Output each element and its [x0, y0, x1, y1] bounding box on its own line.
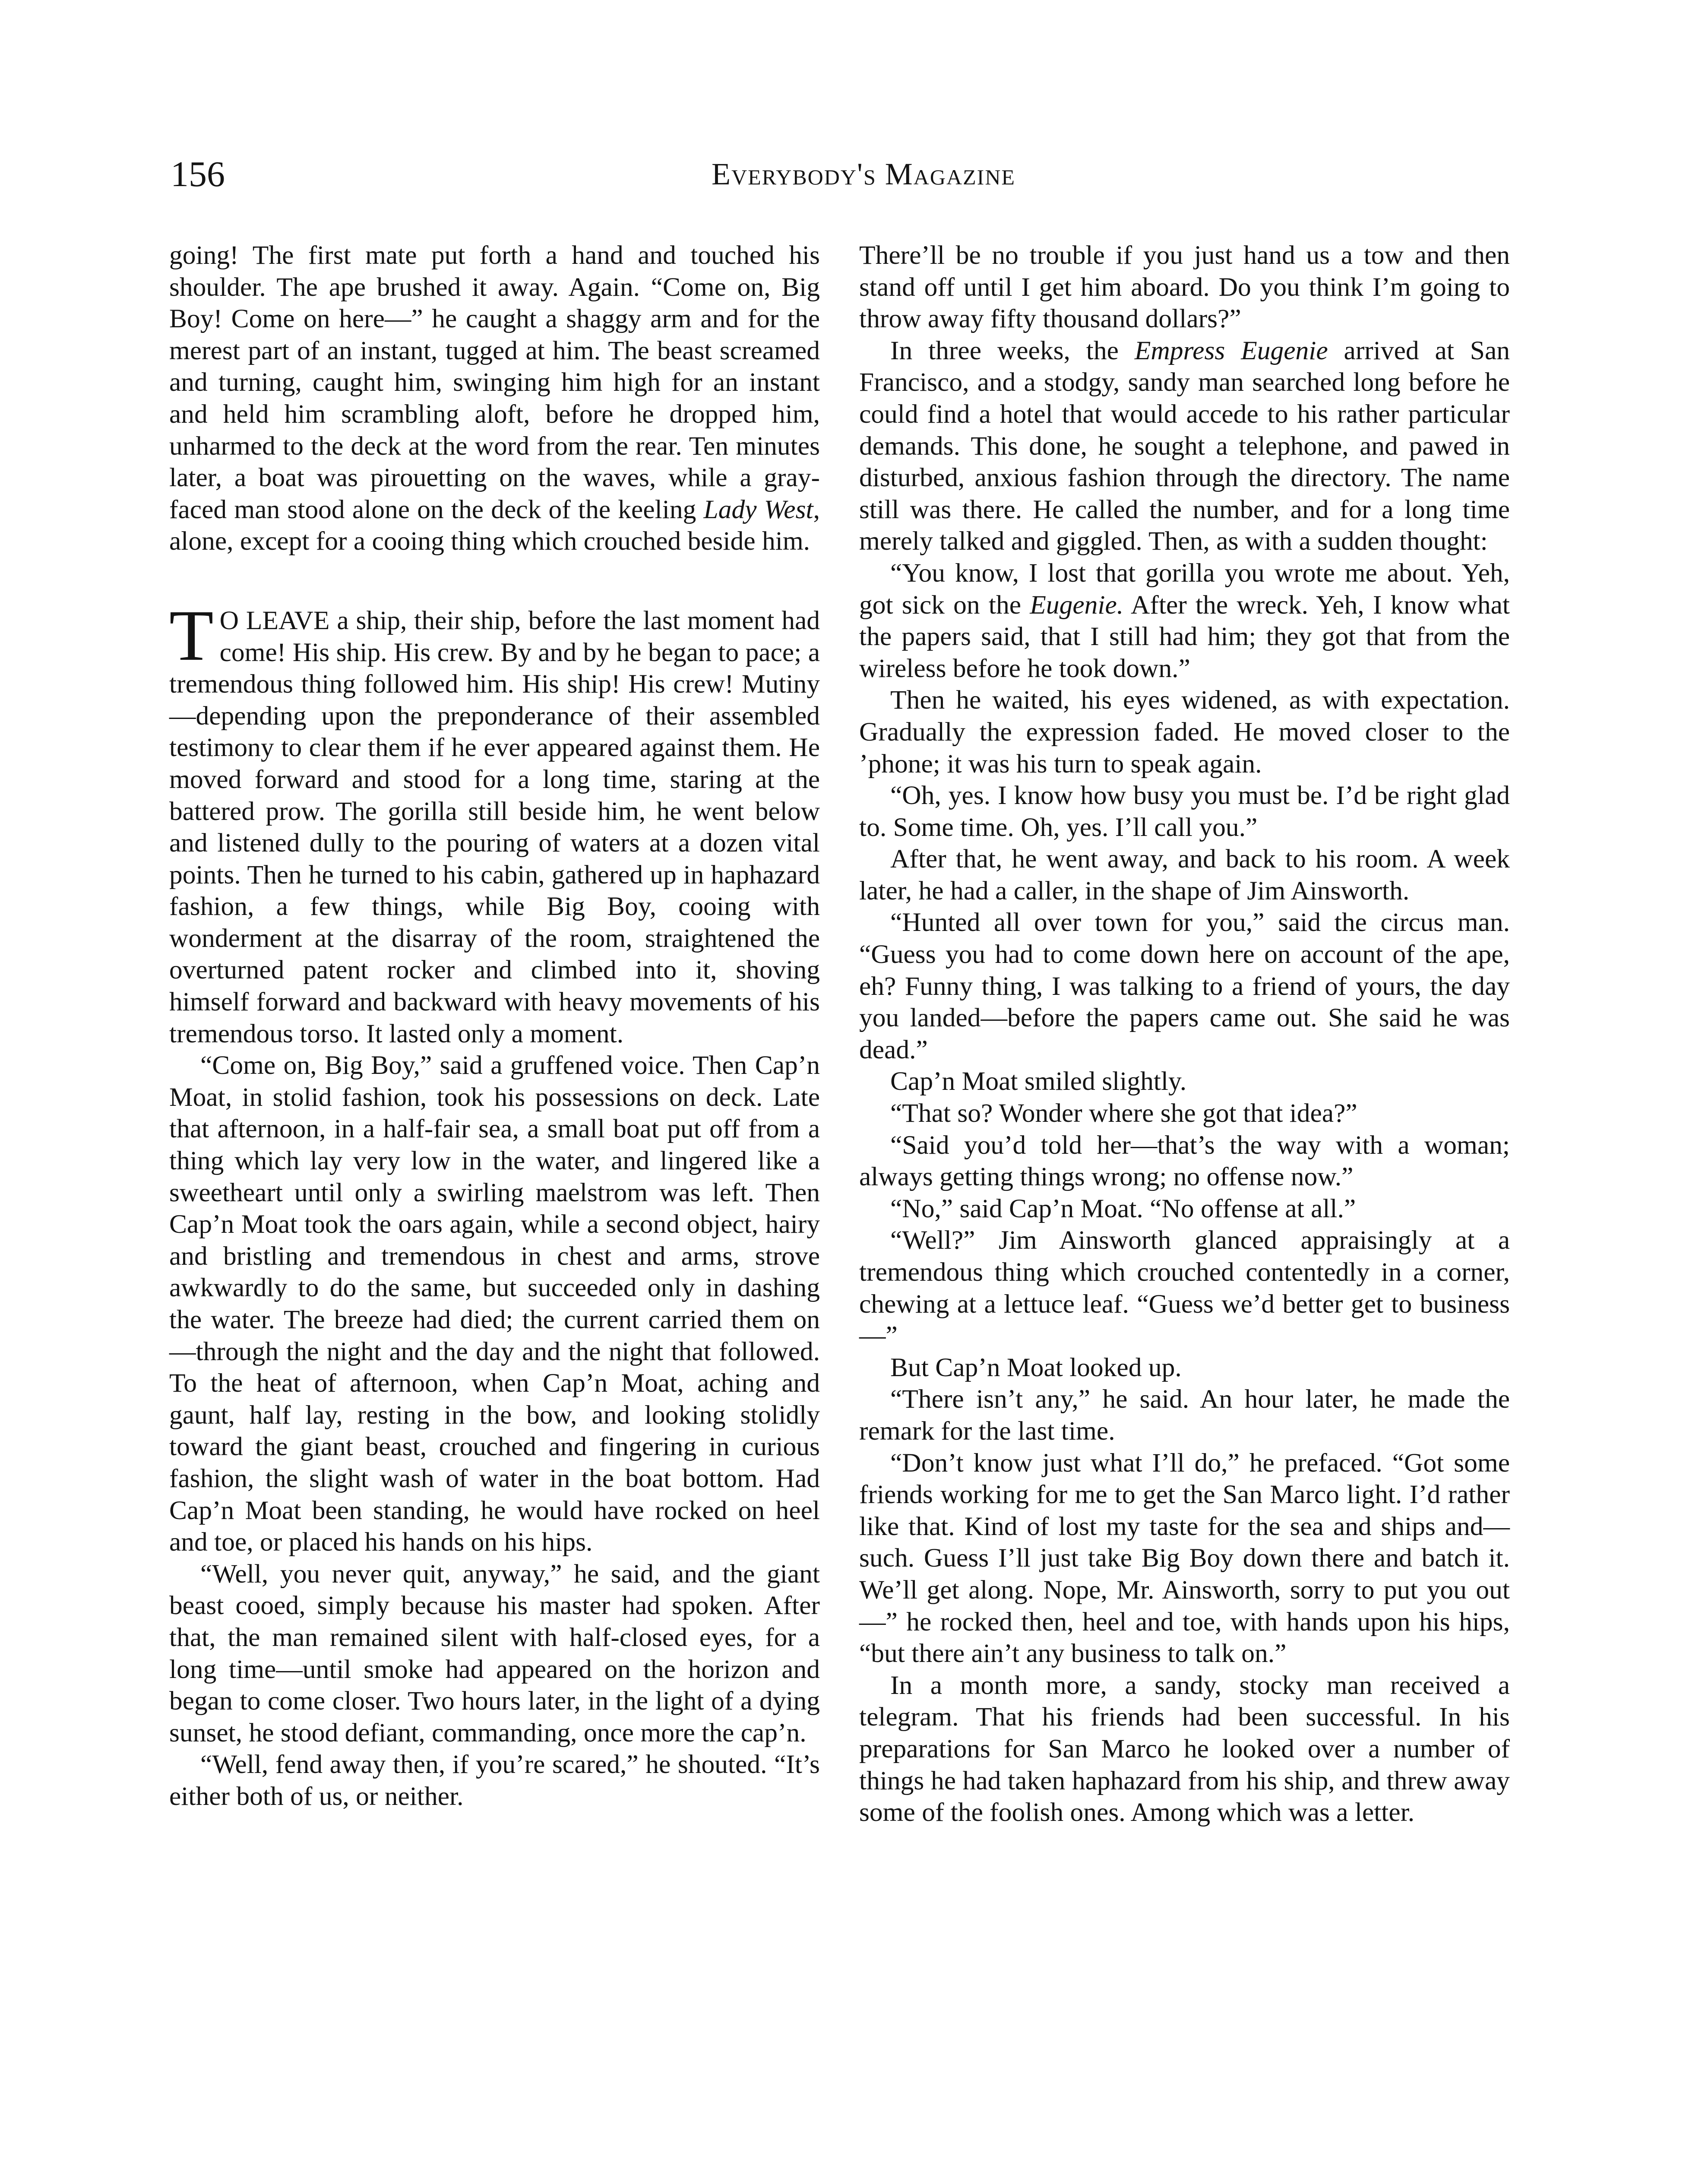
paragraph [169, 595, 820, 1050]
paragraph: But Cap’n Moat looked up. [890, 1352, 1182, 1382]
paragraph: “That so? Wonder where she got that idea?” [890, 1098, 1357, 1128]
paragraph: “Hunted all over town for you,” said the circus man. “Guess you had to come down here on account of the ape, eh? Funny thing, I was talking to a friend of yours, the day you landed—before the papers came out. She said he was dead.” [859, 908, 1510, 1064]
ship-name: Lady West [703, 494, 813, 524]
paragraph-text: arrived at San Francisco, and a stodgy, sandy man searched long before he could find a hotel that would accede to his rather particular demands. This done, he sought a telephone, and pawed in disturbed, anxious fashion through the directory. The name still was there. He called the number, and for a long time merely talked and giggled. Then, as with a sudden thought: [859, 336, 1510, 556]
page-number: 156 [171, 154, 225, 194]
paragraph-text: After the wreck. Yeh, I know what the papers said, that I still had him; they got that from the wireless before he took down.” [859, 590, 1510, 683]
paragraph: “No,” said Cap’n Moat. “No offense at all.” [890, 1193, 1356, 1223]
section-break [169, 557, 820, 605]
paragraph [859, 557, 1510, 684]
right-column [859, 240, 1510, 1829]
paragraph: Cap’n Moat smiled slightly. [890, 1067, 1187, 1096]
paragraph-text: , alone, except for a cooing thing which crouched beside him. [169, 494, 820, 556]
paragraph: “Don’t know just what I’ll do,” he prefaced. “Got some friends working for me to get the San Marco light. I’d rather like that. Kind of lost my taste for the sea and ships and—such. Guess I’ll just take Big Boy down there and batch it. We’ll get along. Nope, Mr. Ainsworth, sorry to put you out—” he rocked then, heel and toe, with hands upon his hips, “but there ain’t any business to talk on.” [859, 1448, 1510, 1668]
paragraph [859, 335, 1510, 557]
paragraph-text: O LEAVE a ship, their ship, before the last moment had come! His ship. His crew. By and by he began to pace; a tremendous thing followed him. His ship! His crew! Mutiny —depending upon the preponderance of their assembled testimony to clear them if he ever appeared against them. He moved forward and stood for a long time, staring at the battered prow. The gorilla still beside him, he went below and listened dully to the pouring of waters at a dozen vital points. Then he turned to his cabin, gathered up in haphazard fashion, a few things, while Big Boy, cooing with wonderment at the disarray of the room, straightened the overturned patent rocker and climbed into it, shoving himself forward and backward with heavy movements of his tremendous torso. It lasted only a moment. [169, 605, 820, 1048]
paragraph: “Said you’d told her—that’s the way with a woman; always getting things wrong; no offense now.” [859, 1130, 1510, 1192]
left-column [169, 240, 820, 1813]
paragraph: “Oh, yes. I know how busy you must be. I’d be right glad to. Some time. Oh, yes. I’ll call you.” [859, 781, 1510, 842]
paragraph: In a month more, a sandy, stocky man received a telegram. That his friends had been successful. In his preparations for San Marco he looked over a number of things he had taken haphazard from his ship, and threw away some of the foolish ones. Among which was a letter. [859, 1670, 1510, 1827]
paragraph-text: “You know, I lost that gorilla you wrote me about. Yeh, got sick on the [859, 558, 1510, 620]
paragraph: “Well?” Jim Ainsworth glanced appraisingly at a tremendous thing which crouched contentedly in a corner, chewing at a lettuce leaf. “Guess we’d better get to business—” [859, 1225, 1510, 1351]
paragraph-text: In three weeks, the [890, 336, 1135, 365]
paragraph: “Well, you never quit, anyway,” he said, and the giant beast cooed, simply because his master had spoken. After that, the man remained silent with half-closed eyes, for a long time—until smoke had appeared on the horizon and began to come closer. Two hours later, in the light of a dying sunset, he stood defiant, commanding, once more the cap’n. [169, 1559, 820, 1747]
running-head: Everybody's Magazine [712, 157, 1015, 191]
paragraph: There’ll be no trouble if you just hand us a tow and then stand off until I get him aboard. Do you think I’m going to throw away fifty thousand dollars?” [859, 241, 1510, 334]
ship-name: Empress Eugenie [1134, 336, 1328, 365]
paragraph: “Well, fend away then, if you’re scared,” he shouted. “It’s either both of us, or neither. [169, 1750, 820, 1811]
paragraph-text: going! The first mate put forth a hand and touched his shoulder. The ape brushed it away. Again. “Come on, Big Boy! Come on here—” he caught a shaggy arm and for the merest part of an instant, tugged at him. The beast screamed and turning, caught him, swinging him high for an instant and held him scrambling aloft, before he dropped him, unharmed to the deck at the word from the rear. Ten minutes later, a boat was pirouetting on the waves, while a gray-faced man stood alone on the deck of the keeling [169, 241, 820, 524]
paragraph: “There isn’t any,” he said. An hour later, he made the remark for the last time. [859, 1384, 1510, 1446]
paragraph: Then he waited, his eyes widened, as with expectation. Gradually the expression faded. He moved closer to the ’phone; it was his turn to speak again. [859, 685, 1510, 779]
ship-name: Eugenie. [1030, 590, 1124, 620]
paragraph: “Come on, Big Boy,” said a gruffened voice. Then Cap’n Moat, in stolid fashion, took his possessions on deck. Late that afternoon, in a half-fair sea, a small boat put off from a thing which lay very low in the water, and lingered like a sweetheart until only a swirling maelstrom was left. Then Cap’n Moat took the oars again, while a second object, hairy and bristling and tremendous in chest and arms, strove awkwardly to do the same, but succeeded only in dashing the water. The breeze had died; the current carried them on—through the night and the day and the night that followed. To the heat of afternoon, when Cap’n Moat, aching and gaunt, half lay, resting in the bow, and looking stolidly toward the giant beast, crouched and fingering in curious fashion, the slight wash of water in the boat bottom. Had Cap’n Moat been standing, he would have rocked on heel and toe, or placed his hands on his hips. [169, 1051, 820, 1557]
paragraph [169, 240, 820, 557]
drop-cap: T [169, 595, 214, 676]
paragraph: After that, he went away, and back to his room. A week later, he had a caller, in the shape of Jim Ainsworth. [859, 844, 1510, 905]
